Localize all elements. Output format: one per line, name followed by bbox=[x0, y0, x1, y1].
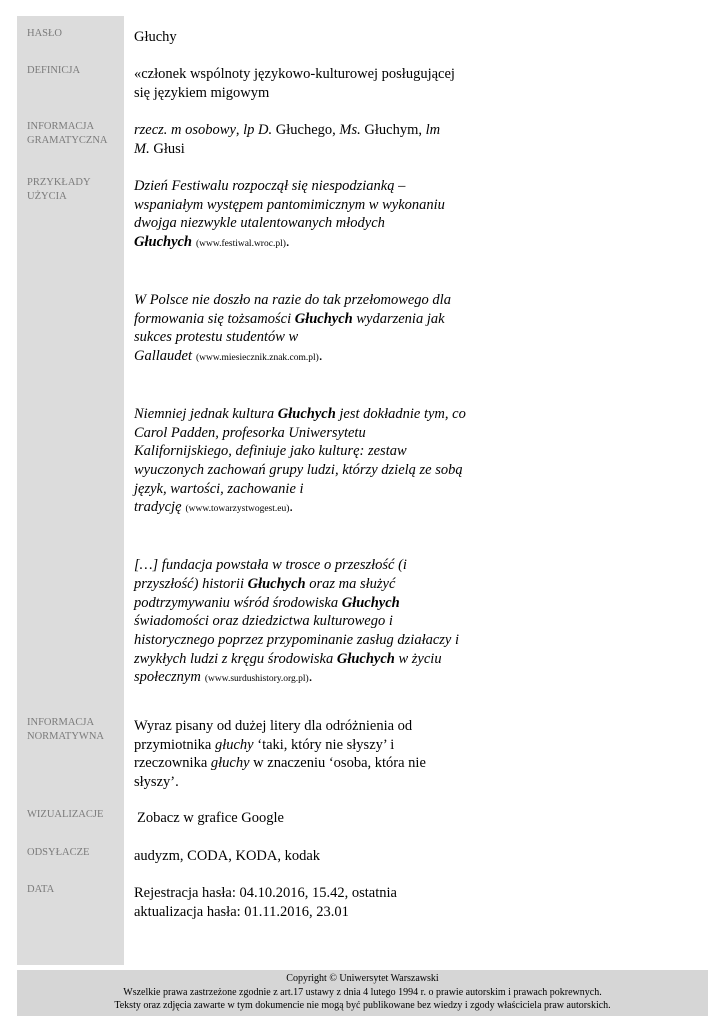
example-text: Kalifornijskiego, definiuje jako kulturę: zestaw bbox=[134, 443, 407, 460]
text-line bbox=[134, 405, 466, 424]
usage-example bbox=[134, 405, 466, 519]
example-text: świadomości oraz dziedzictwa kulturowego i bbox=[134, 613, 393, 630]
example-text: wyuczonych zachowań grupy ludzi, którzy dzielą ze sobą bbox=[134, 462, 463, 479]
headword-mention: Głuchych bbox=[247, 576, 306, 593]
usage-example bbox=[134, 177, 466, 254]
text-line bbox=[134, 717, 426, 736]
source-citation: (www.festiwal.wroc.pl) bbox=[196, 239, 286, 250]
grammar-abbrev: lm bbox=[425, 122, 441, 138]
lemma-mention: głuchy bbox=[214, 736, 254, 753]
example-text: Dzień Festiwalu rozpoczął się niespodzianką – bbox=[134, 178, 406, 194]
field-label-grammar: INFORMACJA GRAMATYCZNA bbox=[27, 121, 108, 146]
example-text: w życiu bbox=[394, 650, 442, 667]
source-citation: (www.towarzystwogest.eu) bbox=[185, 504, 290, 515]
example-text: tradycję bbox=[134, 499, 182, 516]
normative-value bbox=[134, 717, 426, 792]
example-text: formowania się tożsamości bbox=[134, 310, 295, 327]
source-citation: (www.surdushistory.org.pl) bbox=[204, 674, 309, 685]
text-line bbox=[134, 347, 466, 368]
field-label-usage: PRZYKŁADY UŻYCIA bbox=[27, 177, 91, 202]
text-line bbox=[134, 214, 466, 233]
label-column bbox=[17, 16, 124, 965]
footer-copyright: Copyright © Uniwersytet Warszawski bbox=[286, 973, 439, 984]
example-text: zwykłych ludzi z kręgu środowiska bbox=[134, 650, 337, 667]
footer-rights: Wszelkie prawa zastrzeżone zgodnie z art.17 ustawy z dnia 4 lutego 1994 r. o prawie autorskim i prawach pokrewnych. bbox=[123, 986, 602, 998]
text-line bbox=[134, 650, 466, 669]
field-label-cross-references: ODSYŁACZE bbox=[27, 847, 90, 858]
example-text: podtrzymywaniu wśród środowiska bbox=[134, 594, 342, 611]
usage-example bbox=[134, 556, 466, 689]
cross-references-value bbox=[134, 847, 320, 866]
example-text: społecznym bbox=[134, 669, 201, 686]
text-line: audyzm, CODA, KODA, kodak bbox=[134, 848, 321, 864]
normative-text: ‘taki, który nie słyszy’ i bbox=[253, 736, 395, 753]
text-line bbox=[134, 480, 466, 499]
headword-mention: Głuchych bbox=[134, 234, 192, 251]
headword-value bbox=[134, 28, 177, 47]
text-line bbox=[134, 177, 466, 196]
usage-examples bbox=[134, 177, 466, 689]
text-line bbox=[134, 594, 466, 613]
text-line bbox=[134, 631, 466, 650]
text-line bbox=[134, 424, 466, 443]
grammar-abbrev: M. bbox=[134, 140, 150, 157]
text-line bbox=[134, 461, 466, 480]
example-text: przyszłość) historii bbox=[134, 576, 248, 593]
text-line bbox=[134, 498, 466, 519]
text-line bbox=[134, 328, 466, 347]
footer-notice: Teksty oraz zdjęcia zawarte w tym dokumencie nie mogą być publikowane bez wiedzy i zgody właściciela praw autorskich. bbox=[114, 1000, 611, 1011]
text-line: «członek wspólnoty językowo-kulturowej posługującej bbox=[134, 66, 455, 82]
example-text: […] fundacja powstała w trosce o przeszłość (i bbox=[134, 557, 407, 574]
lemma-mention: głuchy bbox=[210, 755, 250, 772]
text-line bbox=[134, 28, 177, 47]
text-line bbox=[134, 121, 440, 140]
field-label-normative: INFORMACJA NORMATYWNA bbox=[27, 717, 104, 742]
grammar-abbrev: Ms. bbox=[339, 122, 361, 138]
text-line bbox=[134, 612, 466, 631]
example-text: W Polsce nie doszło na razie do tak przełomowego dla bbox=[134, 292, 451, 309]
text-line: Rejestracja hasła: 04.10.2016, 15.42, ostatnia bbox=[134, 885, 397, 901]
punctuation: . bbox=[289, 499, 293, 516]
example-text: wydarzenia jak bbox=[352, 310, 445, 327]
dates-value bbox=[134, 884, 397, 921]
grammar-form: Głusi bbox=[149, 140, 185, 157]
example-text: Gallaudet bbox=[134, 348, 192, 365]
grammar-form: Głuchym, bbox=[360, 122, 426, 138]
headword-mention: Głuchych bbox=[277, 406, 336, 423]
example-text: dwojga niezwykle utalentowanych młodych bbox=[134, 215, 385, 232]
example-text: Niemniej jednak kultura bbox=[134, 406, 278, 423]
punctuation: . bbox=[308, 669, 313, 686]
text-line bbox=[134, 196, 466, 215]
grammar-form: Głuchego, bbox=[272, 122, 340, 138]
grammar-abbrev: lp D. bbox=[243, 122, 273, 138]
text-line bbox=[134, 140, 440, 159]
example-text: wspaniałym występem pantomimicznym w wykonaniu bbox=[134, 196, 445, 213]
normative-text: rzeczownika bbox=[134, 755, 211, 772]
field-label-dates: DATA bbox=[27, 884, 55, 895]
example-text: jest dokładnie tym, co bbox=[335, 406, 466, 423]
text-line bbox=[134, 442, 466, 461]
text-line: aktualizacja hasła: 01.11.2016, 23.01 bbox=[134, 903, 349, 920]
normative-text: w znaczeniu ‘osoba, która nie bbox=[249, 755, 426, 772]
normative-text: przymiotnika bbox=[134, 736, 215, 753]
text-line bbox=[134, 773, 426, 792]
text-line bbox=[134, 310, 466, 329]
grammar-value bbox=[134, 121, 440, 158]
text-line bbox=[134, 668, 466, 689]
text-line bbox=[134, 556, 466, 575]
field-label-visualizations: WIZUALIZACJE bbox=[27, 809, 104, 820]
example-text: sukces protestu studentów w bbox=[134, 329, 299, 346]
source-citation: (www.miesiecznik.znak.com.pl) bbox=[196, 353, 319, 364]
grammar-text: , bbox=[235, 122, 244, 138]
text-line bbox=[134, 575, 466, 594]
text-line bbox=[134, 754, 426, 773]
text-line bbox=[134, 233, 466, 254]
text-line bbox=[134, 291, 466, 310]
example-text: historycznego poprzez przypominanie zasług działaczy i bbox=[134, 632, 460, 649]
text-line bbox=[134, 736, 426, 755]
definition-value bbox=[134, 65, 455, 102]
visualizations-value bbox=[134, 809, 284, 828]
field-label-definition: DEFINICJA bbox=[27, 65, 81, 76]
text-line: się językiem migowym bbox=[134, 84, 270, 101]
example-text: oraz ma służyć bbox=[305, 576, 396, 593]
grammar-abbrev: rzecz. m osobowy bbox=[134, 122, 236, 138]
punctuation: . bbox=[285, 234, 290, 251]
example-text: Carol Padden, profesorka Uniwersytetu bbox=[134, 424, 366, 441]
headword-mention: Głuchych bbox=[341, 594, 400, 611]
example-text: język, wartości, zachowanie i bbox=[134, 480, 304, 497]
punctuation: . bbox=[318, 348, 323, 365]
headword-text: Głuchy bbox=[134, 29, 177, 45]
headword-mention: Głuchych bbox=[294, 310, 353, 327]
usage-example bbox=[134, 291, 466, 368]
normative-text: Wyraz pisany od dużej litery dla odróżnienia od bbox=[134, 718, 413, 734]
google-images-link[interactable]: Zobacz w grafice Google bbox=[137, 810, 284, 826]
normative-text: słyszy’. bbox=[134, 774, 179, 791]
text-line bbox=[134, 809, 284, 828]
field-label-headword: HASŁO bbox=[27, 28, 63, 39]
headword-mention: Głuchych bbox=[336, 650, 395, 667]
copyright-footer bbox=[17, 970, 708, 1016]
